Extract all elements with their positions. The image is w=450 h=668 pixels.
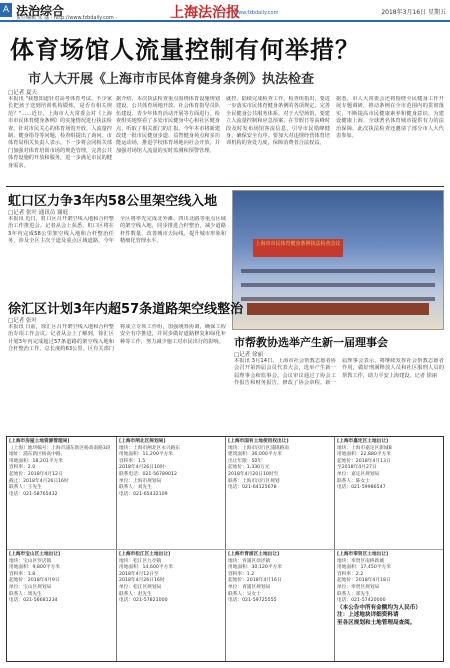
article4-headline: 市帮教协选举产生新一届理事会 [234,336,388,349]
notice-item [7,437,116,549]
notice-text: 地块：上海市闸北区永兴路东 用地面积：11,200平方米 容积率：1.5 2018年4月26日10时- 联系电话：021-56789012 单位：上海市规划局 联系人：刘先生 电话：021-65432109 [119,445,180,497]
article4-byline: □记者 徐丽 [234,352,263,358]
lead-byline: □记者 夏天 [8,90,37,96]
issue-date: 2018年3月16日 星期五 [381,9,446,16]
article2-byline: □记者 张叶 通讯员 谢庭 [8,210,68,216]
photo-row [241,297,435,301]
page-header [0,0,450,22]
photo-row [241,269,435,273]
notice-item [226,550,334,661]
footer-note: （本公告中所有金额均为人民币） 注：上述地块详细资料请 至各区规划和土地管理局查阅。 [337,604,421,626]
notice-title: [上海市奉贤区土地出让] [337,552,389,557]
section-divider [6,186,444,187]
news-photo [232,190,444,330]
lead-col-2: 据介绍，本次执法检查重点围绕体育设施规划建设、公共体育场地开放、社会体育指导员队伍建设、青少年体育活动开展等方面进行。检查组实地察看了多处市民健身中心和社区健身点，听取了相关部门的汇报。今年本市将新建改建一批市民健身步道、益智健身苑点和多功能运动场，推进学校体育场地向社会开放，并加强对场馆人流量的实时监测和预警管理。 [116,96,220,154]
lead-col-4: 据悉，市人大常委会还将围绕全民健身工作开展专题调研，推动条例在全市范围内的贯彻落实，不断提高市民健康素养和健身意识，为建设健康上海、全球著名体育城市提供有力的法治保障。此次执法检查还邀请了部分市人大代表参加。 [336,96,444,140]
photo-row [241,283,435,287]
notice-item [117,437,225,549]
notice-item [335,550,443,661]
notice-title: [上海市青浦区土地出让] [228,552,280,557]
notice-title: [上海市国有土地使用权出让] [228,439,289,444]
article2-headline: 虹口区力争3年内58公里架空线入地 [8,194,218,209]
header-meta: 责任编辑 朱 磊 · http://www.fzbdaily.com · [16,15,117,21]
notice-title: [上海市闸北区规划局] [119,439,166,444]
article3-body: 本报讯 日前，徐汇区召开架空线入地和合杆整治专项工作会议。记者从会上了解到，徐汇区计划3年内完成超过57条道路的架空线入地和合杆整治工作，总长度约63公里。区有关部门将成立专项工作组，加强统筹协调，确保工程安全有序推进，并同步做好道路修复和绿化补种等工作，努力减少施工对市民出行的影响。 [8,324,226,353]
notice-title: [上海市宝山区土地出让] [9,552,61,557]
notice-title: [上海市嘉定区土地出让] [337,439,389,444]
notice-item [7,550,116,661]
article4-body: 本报讯 3月14日，上海市社会帮教志愿者协会召开第四届会员代表大会，选举产生新一届理事会和监事会。会议审议通过了协会工作报告和财务报告，修改了协会章程。新一届理事会表示，将继续发挥社会帮教志愿者作用，做好刑满释放人员和社区服刑人员的帮教工作，助力平安上海建设。记者 徐丽 [234,358,444,387]
lead-col-3: 就控、陆续完成检查工作。检查组指出，要进一步落实市民体育健身条例的各项规定，完善全民健身公共服务体系。对于大型场馆，要建立人流量控制和应急预案，在节假日等高峰时段及时发布场馆客流信息，引导市民错峰健身，确保安全有序。要加大对违规经营体育培训机构的查处力度，保障消费者合法权益。 [226,96,330,147]
notice-text: 地块：上海市闵行区浦锦路南 建筑面积：36,000平方米 出让年限：50年 起始价：1,330万元 2018年4月20日10时至 联系：上海市闵行区规划 电话：021-64125678 [228,445,289,491]
lead-headline: 体育场馆人流量控制有何举措？ [10,36,360,64]
lead-subhead: 市人大开展《上海市市民体育健身条例》执法检查 [28,72,315,87]
photo-table [247,303,429,315]
notice-item [226,437,334,549]
notice-text: 地块：松江区九亭镇 用地面积：14,600平方米 2018年4月12日至 2018年4月26日16时 单位：松江区规划局 联系人：赵先生 电话：021-57821000 [119,558,173,604]
notice-title: [上海市松江区土地出让] [119,552,171,557]
notice-text: 地块：上海市嘉定区新城B 用地面积：22,880平方米 起始价：2018年4月13日 至2018年4月27日 单位：嘉定区规划局 联系人：陈女士 电话：021-59986547 [337,445,392,491]
notice-text: 地块：青浦区徐泾镇 用地面积：30,120平方米 容积率：1.2 起始价：2018年4月16日 单位：青浦区规划局 联系人：吴女士 电话：021-59725555 [228,558,282,604]
header-url[interactable]: www.fzbdaily.com [234,10,279,16]
notice-text: （上海）地块编号：上海市浦东新区杨高南路3段 地址：浦东新区杨高中路、 用地面积：18,201平方米 容积率：2.0 起始价：2018年4月12日 截止：2018年4月26日16时 联系人：王先生 电话：021-58765432 [9,445,111,497]
article2-body: 本报讯 近日，虹口区召开架空线入地和合杆整治工作推进会。记者从会上获悉，虹口区将在3年内完成58公里架空线入地和合杆整治任务，涉及全区主次干道及重点区域道路。今年全区将率先完成北外滩、四川北路等重点区域的架空线入地，同步推进合杆整治，减少道路杆件数量，改善城市天际线，提升城市形象和精细化管理水平。 [8,216,226,245]
notice-grid [6,436,444,662]
lead-col-1: 本报讯 "我想知道针对高考体育考试，不少家长把孩子送到培训机构锻炼，是否有相关规范？"……近日，上海市人大常委会对《上海市市民体育健身条例》的实施情况进行执法检查。针对市民关心的体育场馆开放、人流量控制、健身指导等问题，检查组提出了询问。市体育局相关负责人表示，下一步将会同相关部门加强对体育培训市场的规范管理，完善公共体育设施的开放和服务，进一步满足市民的健身需求。 [8,96,112,169]
section-logo: A [0,3,12,17]
notice-text: 地块：宝山区罗店镇 用地面积：9,800平方米 容积率：1.8 起始价：2018年4月9日 单位：宝山区规划局 联系人：周先生 电话：021-56681234 [9,558,60,604]
section-title: 法治综合 [16,4,65,18]
article3-headline: 徐汇区计划3年内超57条道路架空线整治 [8,302,244,317]
masthead: 上海法治报 [170,5,240,21]
notice-item [117,550,225,661]
article3-byline: □记者 张叶 [8,318,37,324]
photo-banner: 上海市市民体育健身条例执法检查会议 [253,239,343,257]
notice-text: 地块：奉贤区南桥新城 用地面积：17,450平方米 容积率：2.2 起始价：2018年4月18日 单位：奉贤区规划局 联系人：郑先生 电话：021-57420000 [337,558,391,604]
notice-item [335,437,443,549]
notice-title: [上海市房屋土地资源管理局] [9,439,70,444]
